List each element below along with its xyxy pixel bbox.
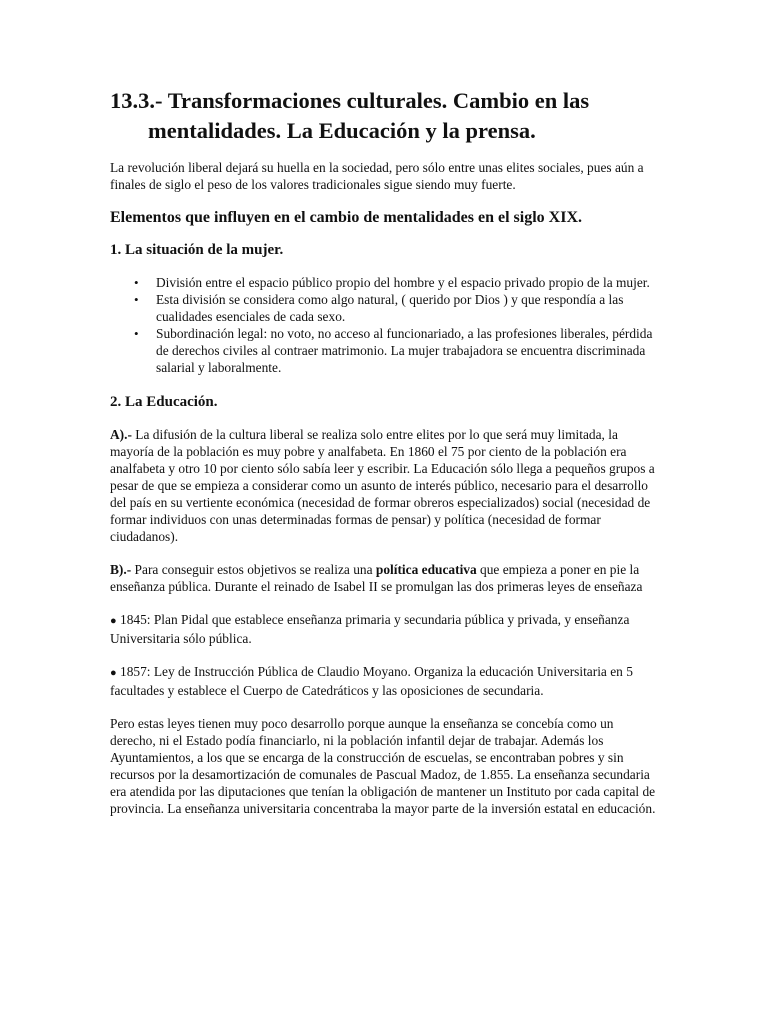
list-item (110, 291, 658, 325)
bullet-icon: • (134, 275, 139, 290)
law-1857-text: 1857: Ley de Instrucción Pública de Claudio Moyano. Organiza la educación Universitaria en 5 facultades y establece el Cuerpo de Catedráticos y las oposiciones de secundaria. (110, 664, 633, 698)
section-heading-educacion: 2. La Educación. (110, 394, 218, 410)
mujer-bullet-list (110, 274, 658, 376)
paragraph-a-text: La difusión de la cultura liberal se realiza solo entre elites por lo que será muy limitada, la mayoría de la población es muy pobre y analfabeta. En 1860 el 75 por ciento de la población era analfabeta y otro 10 por ciento sólo sabía leer y escribir. La Educación sólo llega a pequeños grupos a pesar de que se empieza a considerar como un asunto de interés público, necesario para el desarrollo del país en su vertiente económica (necesidad de formar obreros especializados) social (necesidad de formar individuos con unas determinadas formas de pensar) y política (necesidad de formar ciudadanos). (110, 427, 655, 544)
section-subtitle: Elementos que influyen en el cambio de mentalidades en el siglo XIX. (110, 209, 583, 226)
list-item-text: División entre el espacio público propio del hombre y el espacio privado propio de la mujer. (156, 275, 650, 290)
paragraph-b-lead: B).- (110, 562, 132, 577)
paragraph-b-text-1: Para conseguir estos objetivos se realiza una (131, 562, 376, 577)
paragraph-b-text-2: que empieza a poner en pie la enseñanza pública. Durante el reinado de Isabel II se promulgan las dos primeras leyes de enseñaza (110, 562, 643, 594)
list-item-text: Subordinación legal: no voto, no acceso al funcionariado, a las profesiones liberales, pérdida de derechos civiles al contraer matrimonio. La mujer trabajadora se encuentra discriminada salarial y laboralmente. (156, 326, 653, 375)
list-item (110, 274, 658, 291)
bullet-icon: • (134, 292, 139, 307)
list-item-text: Esta división se considera como algo natural, ( querido por Dios ) y que respondía a las cualidades esenciales de cada sexo. (156, 292, 624, 324)
closing-paragraph: Pero estas leyes tienen muy poco desarrollo porque aunque la enseñanza se concebía como un derecho, ni el Estado podía financiarlo, ni la población infantil dejar de trabajar. Además los Ayuntamientos, a los que se encarga de la construcción de escuelas, se encontraban pobres y sin recursos por la desamortización de comunales de Pascual Madoz, de 1.855. La enseñanza secundaria era atendida por las diputaciones que tenían la obligación de mantener un Instituto por cada capital de provincia. La enseñanza universitaria concentraba la mayor parte de la inversión estatal en educación. (110, 716, 656, 816)
section-heading-mujer: 1. La situación de la mujer. (110, 242, 284, 258)
law-1857-paragraph (110, 663, 658, 699)
bullet-icon: ● (110, 615, 117, 627)
paragraph-b-bold: política educativa (375, 562, 477, 577)
intro-paragraph: La revolución liberal dejará su huella en la sociedad, pero sólo entre unas elites sociales, pues aún a finales de siglo el peso de los valores tradicionales sigue siendo muy fuerte. (110, 160, 644, 192)
law-1845-text: 1845: Plan Pidal que establece enseñanza primaria y secundaria pública y privada, y enseñanza Universitaria sólo pública. (110, 612, 630, 646)
bullet-icon: ● (110, 667, 117, 679)
paragraph-a-lead: A).- (110, 427, 132, 442)
bullet-icon: • (134, 326, 139, 341)
list-item (110, 325, 658, 376)
law-1845-paragraph (110, 611, 658, 647)
document-page (110, 86, 658, 833)
paragraph-a (110, 426, 658, 545)
document-title: 13.3.- Transformaciones culturales. Cambio en las mentalidades. La Educación y la prensa. (110, 88, 590, 143)
paragraph-b (110, 561, 658, 595)
